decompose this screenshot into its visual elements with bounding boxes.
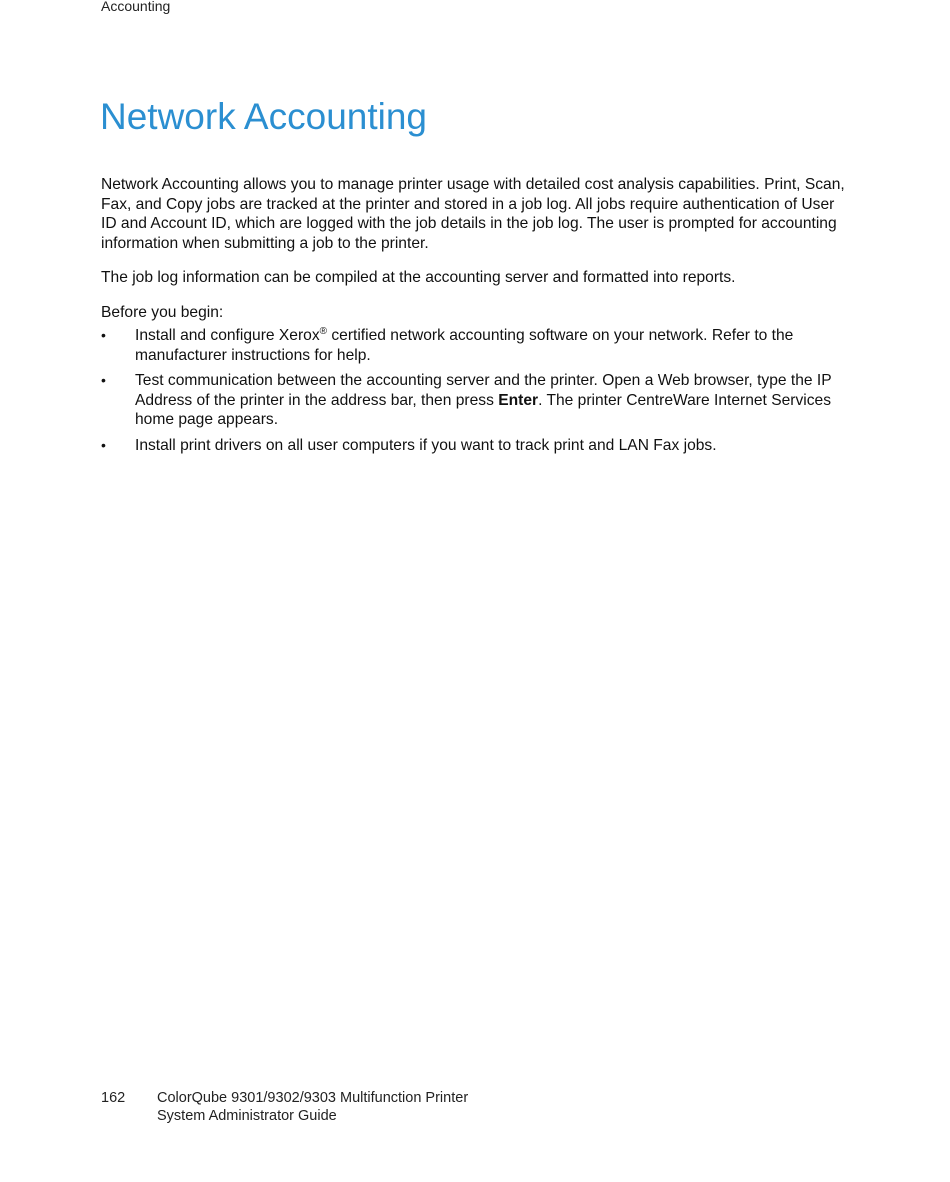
product-name: ColorQube 9301/9302/9303 Multifunction Printer [157, 1090, 469, 1106]
before-you-begin-label: Before you begin: [101, 303, 224, 321]
page-number: 162 [101, 1090, 126, 1106]
page-title: Network Accounting [100, 96, 428, 137]
list-item [101, 371, 853, 430]
prerequisite-list [101, 326, 853, 455]
guide-name: System Administrator Guide [157, 1108, 337, 1124]
list-item [101, 436, 853, 456]
list-item-text: certified network accounting software on your network. Refer to the manufacturer instructions for help. [135, 327, 794, 364]
intro-paragraph: Network Accounting allows you to manage printer usage with detailed cost analysis capabilities. Print, Scan, Fax, and Copy jobs are tracked at the printer and stored in a job log. All jobs require authentication of User ID and Account ID, which are logged with the job details in the job log. The user is prompted for accounting information when submitting a job to the printer. [101, 176, 845, 252]
footer-title [157, 1089, 577, 1125]
bullet-icon: • [101, 372, 106, 388]
list-item-text: Test communication between the accounting server and the printer. Open a Web browser, type the IP Address of the printer in the address bar, then press [135, 372, 832, 409]
body-content [101, 175, 853, 461]
enter-keyword: Enter [498, 391, 539, 409]
running-header: Accounting [101, 0, 171, 14]
list-item-text: . The printer CentreWare Internet Services home page appears. [135, 391, 832, 428]
job-log-paragraph: The job log information can be compiled at the accounting server and formatted into reports. [101, 269, 736, 286]
registered-mark: ® [319, 325, 328, 337]
list-item [101, 326, 853, 365]
list-item-text: Install and configure Xerox [135, 327, 320, 344]
bullet-icon: • [101, 327, 106, 343]
bullet-icon: • [101, 436, 106, 453]
list-item-text: Install print drivers on all user computers if you want to track print and LAN Fax jobs. [135, 436, 717, 454]
